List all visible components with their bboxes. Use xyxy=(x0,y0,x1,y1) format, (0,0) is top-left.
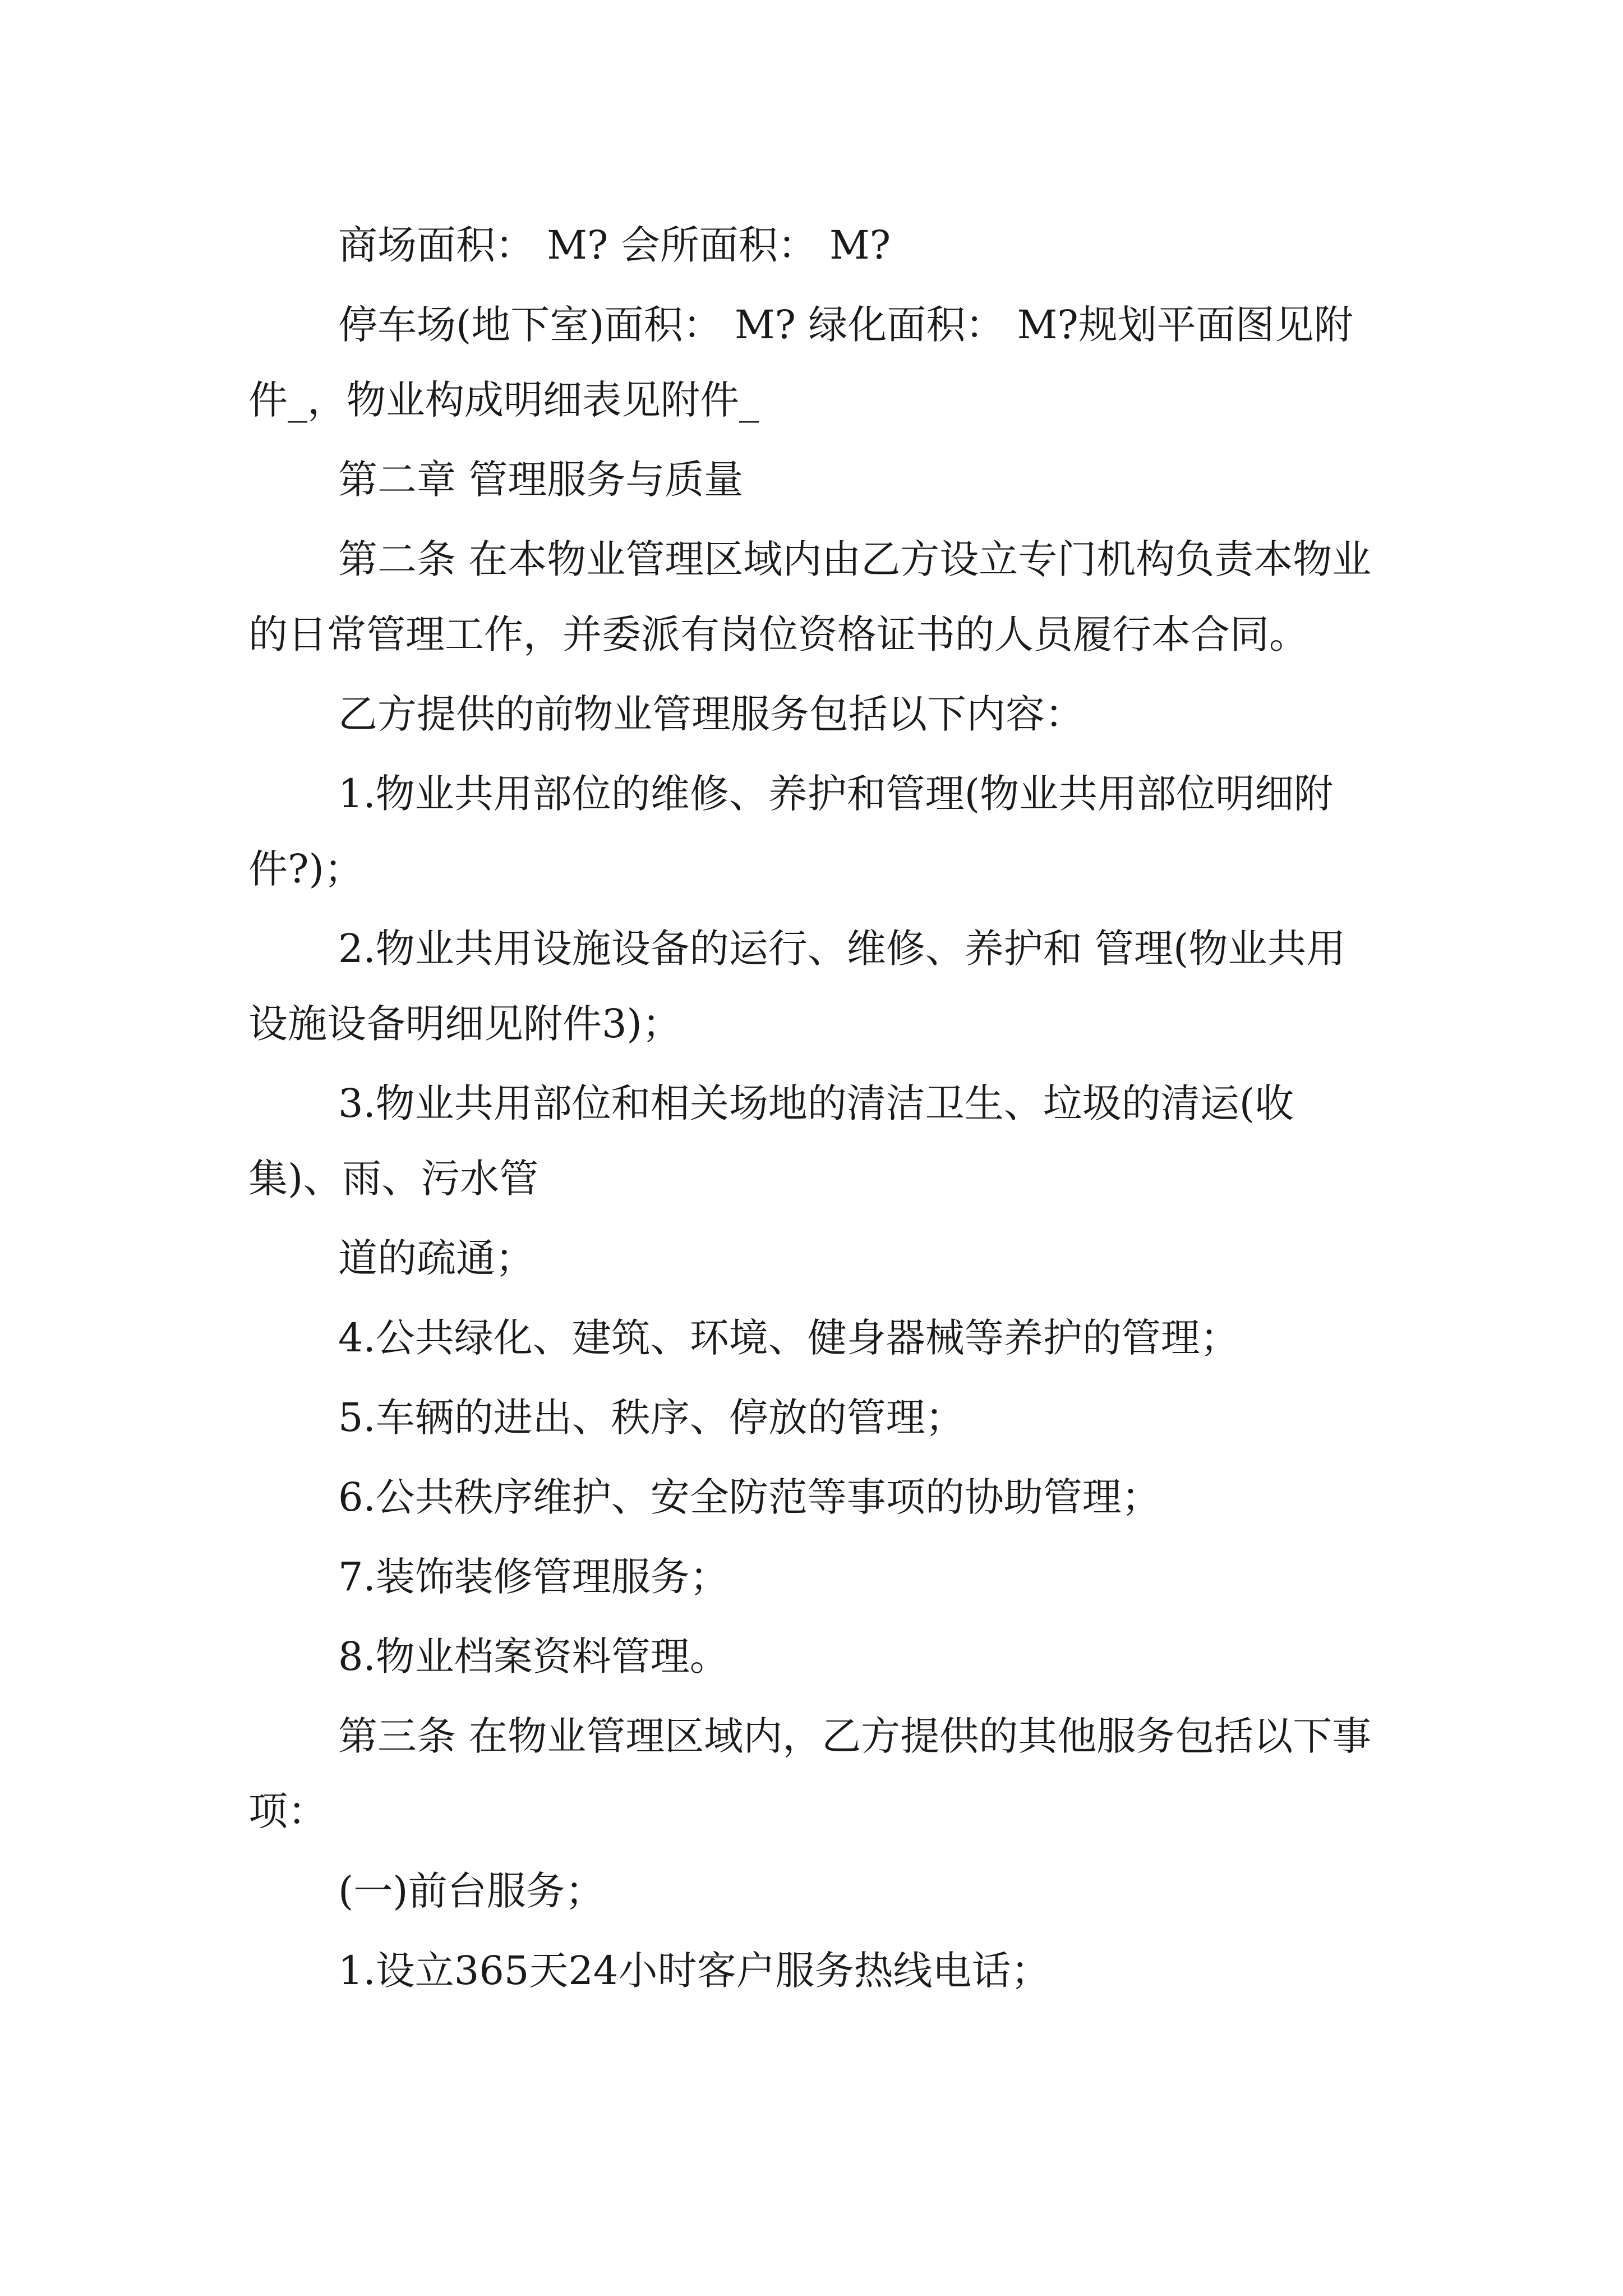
list-item: 1.设立365天24小时客户服务热线电话； xyxy=(338,1948,1050,1994)
list-item: 6.公共秩序维护、安全防范等事项的协助管理； xyxy=(338,1474,1161,1520)
paragraph: 商场面积： M? 会所面积： M? xyxy=(338,222,891,268)
article-paragraph: 第二条 在本物业管理区域内由乙方设立专门机构负责本物业的日常管理工作，并委派有岗位资格证书的人员履行本合同。 xyxy=(248,536,1372,657)
list-item: 2.物业共用设施设备的运行、维修、养护和 管理(物业共用设施设备明细见附件3)； xyxy=(248,926,1346,1047)
article-paragraph: 第三条 在物业管理区域内，乙方提供的其他服务包括以下事项： xyxy=(248,1713,1372,1834)
list-item: 1.物业共用部位的维修、养护和管理(物业共用部位明细附件?)； xyxy=(248,771,1334,892)
list-item: 4.公共绿化、建筑、环境、健身器械等养护的管理； xyxy=(338,1315,1239,1361)
list-item: 8.物业档案资料管理。 xyxy=(338,1634,729,1680)
section-heading: (一)前台服务； xyxy=(338,1868,605,1914)
list-item-continuation: 道的疏通； xyxy=(338,1235,534,1281)
list-item: 7.装饰装修管理服务； xyxy=(338,1554,729,1600)
list-item: 5.车辆的进出、秩序、停放的管理； xyxy=(338,1395,965,1441)
document-body xyxy=(248,208,1376,2013)
list-item: 3.物业共用部位和相关场地的清洁卫生、垃圾的清运(收集)、雨、污水管 xyxy=(248,1080,1294,1202)
paragraph: 停车场(地下室)面积： M? 绿化面积： M?规划平面图见附件_，物业构成明细表见附件_ xyxy=(248,302,1353,423)
chapter-heading: 第二章 管理服务与质量 xyxy=(338,457,744,503)
paragraph: 乙方提供的前物业管理服务包括以下内容： xyxy=(338,691,1084,737)
